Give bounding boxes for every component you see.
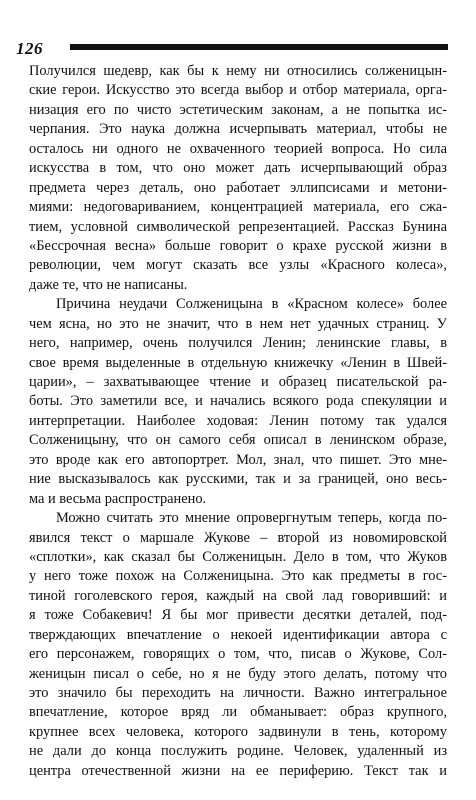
text-line: него, например, очень получился Ленин; ленинские главы, в: [29, 335, 447, 352]
text-line: крупнее всех человека, которого задвинули в тень, которому: [29, 723, 447, 740]
text-line: царии», – захватывающее чтение и образец писательской ра-: [29, 374, 447, 390]
text-line: миями: недоговариванием, концентрацией материала, его сжа-: [29, 199, 447, 216]
text-line: тием, условной символической репрезентацией. Рассказ Бунина: [29, 218, 447, 235]
text-line: у него тоже похож на Солженицына. Это как предметы в гос-: [29, 568, 447, 585]
text-line: Получился шедевр, как бы к нему ни относились солженицын-: [29, 63, 447, 79]
text-line: ские герои. Искусство это всегда выбор и отбор материала, орга-: [29, 82, 447, 99]
text-line: это вроде как его автопортрет. Мол, знал, что пишет. Это мне-: [29, 451, 447, 468]
text-line: его персонажем, говорящих о том, что, писав о Жукове, Сол-: [29, 646, 447, 663]
text-line: революции, чем могут сказать все узлы «Красного колеса»,: [29, 257, 447, 274]
text-line: чем ясна, но это не значит, что в нем нет удачных страниц. У: [29, 315, 447, 332]
paragraph: [29, 62, 447, 295]
text-line: не дали до конца послужить родине. Человек, удаленный из: [29, 743, 447, 760]
text-line: это значило бы переходить на личности. Важно интегральное: [29, 685, 447, 701]
text-line: впечатление, которое вряд ли обманывает: образ крупного,: [29, 704, 447, 721]
text-line: Причина неудачи Солженицына в «Красном колесе» более: [56, 296, 447, 313]
text-line: черпания. Это наука должна исчерпывать материал, чтобы не: [29, 121, 447, 138]
text-line: «Бессрочная весна» больше говорит о крахе русской жизни в: [29, 237, 447, 254]
body-text: [29, 62, 447, 781]
text-line: ма и весьма распространено.: [29, 490, 207, 507]
text-line: низация его по чисто эстетическим законам, а не попытка ис-: [29, 101, 447, 118]
page-number: 126: [16, 39, 43, 58]
text-line: тиной гоголевского героя, каждый на свой лад говоривший: и: [29, 587, 447, 604]
text-line: даже те, что не написаны.: [29, 276, 188, 293]
text-line: искусства в том, что оно может дать исчерпывающий образ: [29, 160, 447, 177]
text-line: тверждающих впечатление о некоей идентификации автора с: [29, 626, 447, 643]
header-rule: [70, 44, 448, 50]
paragraph: [29, 509, 447, 781]
text-line: «сплотки», как сказал бы Солженицын. Дело в том, что Жуков: [29, 548, 447, 565]
text-line: центра отечественной жизни на ее периферию. Текст так и: [29, 762, 447, 779]
text-line: явился текст о маршале Жукове – второй из новомировской: [29, 529, 447, 546]
text-line: ние высказывалось как русскими, так и за границей, оно весь-: [29, 471, 447, 488]
text-line: Солженицыну, что он самого себя описал в ленинском образе,: [29, 432, 447, 449]
text-line: свое время выделенные в отдельную книжечку «Ленин в Швей-: [29, 354, 447, 371]
text-line: боты. Это заметили все, и начались всякого рода спекуляции и: [29, 393, 447, 410]
text-line: женицын писал о себе, но я не буду этого делать, потому что: [29, 665, 447, 682]
text-line: я тоже Собакевич! Я бы мог привести десятки деталей, под-: [29, 607, 447, 624]
paragraph: [29, 295, 447, 509]
text-line: Можно считать это мнение опровергнутым теперь, когда по-: [56, 510, 447, 527]
text-line: интерпретации. Наиболее ходовая: Ленин потому так удался: [29, 412, 447, 429]
text-line: предмета через деталь, оно работает эллипсисами и метони-: [29, 179, 447, 196]
text-line: осталось ни одного не охваченного теорией вопроса. Но сила: [29, 140, 447, 157]
